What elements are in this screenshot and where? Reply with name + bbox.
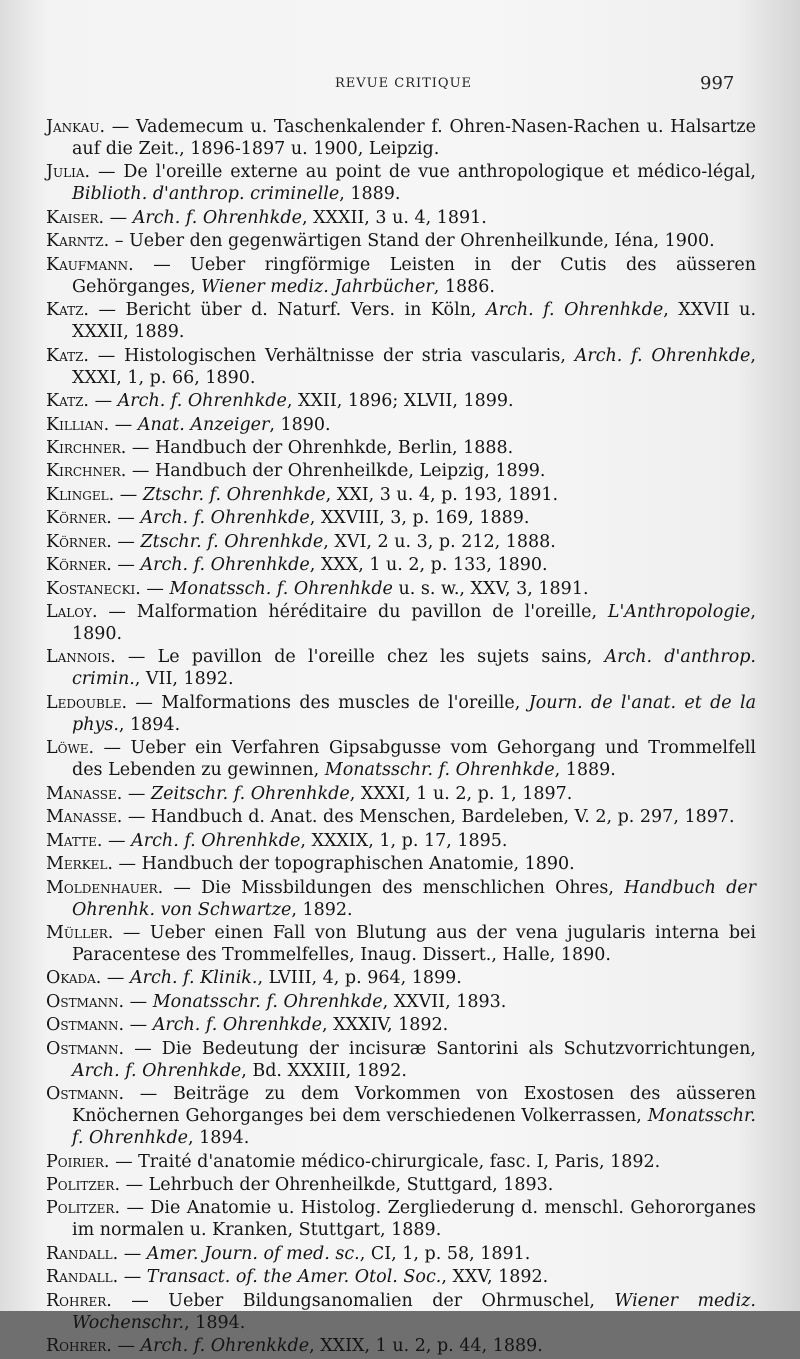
entry-text: , 1890. — [269, 414, 331, 435]
entry-text: — Histologischen Verhältnisse der stria vascularis, — [89, 345, 575, 366]
entry-journal-title: Arch. f. Ohrenhkde — [140, 508, 310, 529]
entry-author: Politzer. — [46, 1198, 121, 1219]
entry-text: — — [140, 578, 170, 599]
entry-text: — Ueber Bildungsanomalien der Ohrmuschel, — [111, 1290, 615, 1311]
entry-text: , XXXII, 3 u. 4, 1891. — [301, 207, 487, 228]
bibliography-entry — [46, 390, 756, 412]
bibliography-entry — [46, 991, 756, 1013]
bibliography-entry — [46, 1083, 756, 1149]
bibliography-entry — [46, 1151, 756, 1173]
bibliography-entry — [46, 414, 756, 436]
entry-text: – Ueber den gegenwärtigen Stand der Ohrenheilkunde, Iéna, 1900. — [109, 231, 715, 252]
entry-author: Manasse. — [46, 807, 123, 828]
entry-text: — — [118, 1267, 147, 1288]
entry-author: Manasse. — [46, 783, 123, 804]
entry-author: Katz. — [46, 300, 89, 321]
entry-journal-title: Amer. Journ. of med. sc. — [146, 1243, 360, 1264]
entry-journal-title: Handbuch der Ohrenhk. von Schwartze — [72, 877, 756, 920]
entry-text: — — [124, 1015, 153, 1036]
entry-author: Rohrer. — [46, 1336, 112, 1357]
bibliography-entry — [46, 646, 756, 690]
entry-text: — Bericht über d. Naturf. Vers. in Köln, — [89, 300, 487, 321]
entry-text: , 1892. — [291, 899, 353, 920]
bibliography-entry — [46, 830, 756, 852]
entry-text: , XXVII u. XXXII, 1889. — [72, 300, 757, 343]
entry-text: — — [118, 1243, 147, 1264]
entry-text: — — [122, 783, 151, 804]
entry-text: — De l'oreille externe au point de vue anthropologique et médico-légal, — [90, 162, 756, 183]
bibliography-entry — [46, 922, 756, 966]
entry-author: Klingel. — [46, 484, 115, 505]
entry-author: Kostanecki. — [46, 578, 141, 599]
entry-text: — — [111, 1336, 141, 1357]
entry-text: — Ueber ringförmige Leisten in der Cutis des aüsseren Gehörganges, — [72, 254, 756, 297]
entry-author: Randall. — [46, 1267, 119, 1288]
bibliography-entry — [46, 345, 756, 389]
entry-text: — — [109, 414, 138, 435]
bibliography-entry — [46, 806, 756, 828]
entry-text: — — [124, 991, 153, 1012]
bibliography-entry — [46, 578, 756, 600]
bibliography-entry — [46, 484, 756, 506]
bibliography-entry — [46, 1014, 756, 1036]
entry-journal-title: Monatsschr. f. Ohrenhkde — [324, 760, 555, 781]
entry-text: — Handbuch der topographischen Anatomie, 1890. — [112, 854, 575, 875]
entry-author: Politzer. — [46, 1175, 121, 1195]
entry-journal-title: Wiener mediz. Jahrbücher — [201, 276, 434, 297]
entry-text: — — [89, 391, 118, 412]
entry-journal-title: Transact. of. the Amer. Otol. Soc. — [146, 1267, 442, 1288]
entry-author: Poirier. — [46, 1151, 110, 1172]
entry-author: Matte. — [46, 830, 103, 851]
entry-author: Körner. — [46, 531, 112, 552]
bibliography-entry — [46, 230, 756, 252]
bibliography-entry — [46, 853, 756, 875]
entry-text: — Handbuch der Ohrenhkde, Berlin, 1888. — [126, 437, 514, 458]
entry-text: , LVIII, 4, p. 964, 1899. — [257, 968, 462, 989]
entry-author: Katz. — [46, 391, 89, 412]
entry-text: — Traité d'anatomie médico-chirurgicale, fasc. I, Paris, 1892. — [109, 1151, 661, 1172]
entry-journal-title: Arch. f. Ohrenhkde — [152, 1015, 322, 1036]
running-title: REVUE CRITIQUE — [335, 76, 473, 91]
entry-text: , XXII, 1896; XLVII, 1899. — [286, 391, 514, 412]
entry-text: , XXV, 1892. — [441, 1267, 549, 1288]
entry-author: Körner. — [46, 555, 112, 576]
bibliography-entry — [46, 207, 756, 229]
entry-text: — Handbuch der Ohrenheilkde, Leipzig, 1899. — [126, 461, 546, 482]
entry-text: — — [104, 207, 133, 228]
entry-text: — — [111, 531, 141, 552]
entry-journal-title: Arch. f. Klinik. — [129, 968, 258, 989]
entry-text: , 1894. — [188, 1128, 250, 1149]
entry-journal-title: Zeitschr. f. Ohrenhkde — [150, 783, 350, 804]
entry-text: , VII, 1892. — [134, 669, 234, 690]
entry-text: , XXVIII, 3, p. 169, 1889. — [309, 508, 530, 529]
bibliography-entry — [46, 437, 756, 459]
entry-text: , XXIX, 1 u. 2, p. 44, 1889. — [309, 1336, 543, 1357]
bibliography-entry — [46, 507, 756, 529]
bibliography-entry — [46, 1038, 756, 1082]
entry-text: , XXXI, 1 u. 2, p. 1, 1897. — [349, 783, 573, 804]
bibliography-entry — [46, 554, 756, 576]
bibliography-entry — [46, 1197, 756, 1241]
entry-text: — — [102, 830, 132, 851]
entry-journal-title: Ztschr. f. Ohrenhkde — [140, 531, 324, 552]
entry-text: , 1889. — [554, 760, 616, 781]
entry-text: — Die Anatomie u. Histolog. Zergliederung d. menschl. Gehororganes im normalen u. Kranken, Stuttgart, 1889. — [72, 1198, 756, 1241]
entry-journal-title: Wiener mediz. Wochenschr. — [72, 1290, 756, 1333]
entry-text: , 1890. — [72, 602, 756, 644]
entry-text: , 1894. — [118, 714, 181, 735]
entry-journal-title: Monatsschr. f. Ohrenhkde — [72, 1106, 756, 1149]
entry-author: Löwe. — [46, 738, 95, 759]
entry-text: — Malformations des muscles de l'oreille, — [127, 692, 529, 713]
entry-author: Randall. — [46, 1243, 119, 1264]
page-header — [0, 73, 800, 96]
entry-journal-title: Biblioth. d'anthrop. criminelle — [72, 184, 340, 205]
entry-text: — — [111, 555, 141, 576]
entry-text: — — [101, 968, 130, 989]
entry-author: Kirchner. — [46, 437, 127, 458]
entry-author: Ostmann. — [46, 991, 125, 1012]
entry-text: — Lehrbuch der Ohrenheilkde, Stuttgard, 1893. — [120, 1175, 554, 1195]
entry-author: Ledouble. — [46, 692, 128, 713]
entry-journal-title: Arch. f. Ohrenkkde — [140, 1336, 310, 1357]
entry-author: Katz. — [46, 345, 89, 366]
entry-text: , 1889. — [339, 184, 401, 205]
entry-text: — Vademecum u. Taschenkalender f. Ohren-Nasen-Rachen u. Halsartze auf die Zeit., 1896-1897 u. 1900, Leipzig. — [72, 117, 756, 159]
entry-journal-title: Arch. f. Ohrenhkde — [72, 1060, 242, 1081]
entry-journal-title: Arch. f. Ohrenhkde — [574, 345, 751, 366]
bibliography-entry — [46, 692, 756, 736]
bibliography-entry — [46, 531, 756, 553]
entry-author: Okada. — [46, 968, 102, 989]
entry-author: Karntz. — [46, 231, 110, 252]
entry-author: Kaiser. — [46, 207, 105, 228]
entry-journal-title: Anat. Anzeiger — [137, 414, 270, 435]
entry-author: Jankau. — [46, 117, 106, 137]
entry-text: , XVI, 2 u. 3, p. 212, 1888. — [323, 531, 556, 552]
entry-author: Kaufmann. — [46, 254, 134, 275]
entry-text: — Ueber ein Verfahren Gipsabgusse vom Gehorgang und Trommelfell des Lebenden zu gewinnen, — [72, 738, 756, 781]
bibliography-entry — [46, 1335, 756, 1357]
bibliography-entry — [46, 299, 756, 343]
bibliography-list — [46, 116, 756, 1359]
entry-text: — Ueber einen Fall von Blutung aus der vena jugularis interna bei Paracentese des Trommelfelles, Inaug. Dissert., Halle, 1890. — [72, 922, 756, 965]
bibliography-entry — [46, 1243, 756, 1265]
entry-author: Kirchner. — [46, 461, 127, 482]
entry-text: , XXXIV, 1892. — [321, 1015, 449, 1036]
entry-author: Moldenhauer. — [46, 877, 164, 898]
entry-author: Julia. — [46, 162, 91, 183]
entry-journal-title: Arch. f. Ohrenhkde — [132, 207, 302, 228]
entry-text: , CI, 1, p. 58, 1891. — [359, 1243, 531, 1264]
entry-journal-title: Ztschr. f. Ohrenhkde — [142, 484, 326, 505]
entry-journal-title: Arch. f. Ohrenhkde — [486, 300, 664, 321]
bibliography-entry — [46, 460, 756, 482]
entry-journal-title: Monatsschr. f. Ohrenhkde — [152, 991, 383, 1012]
bibliography-entry — [46, 161, 756, 205]
entry-author: Lannois. — [46, 647, 116, 668]
bibliography-entry — [46, 1290, 756, 1334]
entry-author: Ostmann. — [46, 1084, 125, 1105]
entry-journal-title: L'Anthropologie — [607, 602, 751, 622]
entry-text: u. s. w., XXV, 3, 1891. — [392, 578, 589, 599]
entry-author: Rohrer. — [46, 1290, 112, 1311]
entry-text: , XXI, 3 u. 4, p. 193, 1891. — [325, 484, 559, 505]
entry-journal-title: Arch. f. Ohrenhkde — [131, 830, 301, 851]
bibliography-entry — [46, 116, 756, 160]
entry-text: , 1894. — [184, 1312, 246, 1333]
bibliography-entry — [46, 967, 756, 989]
entry-author: Ostmann. — [46, 1038, 125, 1059]
entry-text: , XXVII, 1893. — [382, 991, 507, 1012]
bibliography-entry — [46, 737, 756, 781]
entry-text: — — [111, 508, 141, 529]
bibliography-entry — [46, 254, 756, 298]
entry-text: , Bd. XXXIII, 1892. — [241, 1060, 407, 1081]
entry-text: — Malformation héréditaire du pavillon de l'oreille, — [97, 602, 608, 622]
entry-text: — — [114, 484, 143, 505]
bibliography-entry — [46, 1174, 756, 1196]
entry-text: , 1886. — [433, 276, 495, 297]
bibliography-entry — [46, 1266, 756, 1288]
entry-text: , XXX, 1 u. 2, p. 133, 1890. — [309, 555, 548, 576]
entry-journal-title: Journ. de l'anat. et de la phys. — [72, 692, 757, 735]
bibliography-entry — [46, 783, 756, 805]
entry-author: Ostmann. — [46, 1015, 125, 1036]
entry-author: Killian. — [46, 414, 110, 435]
entry-journal-title: Monatssch. f. Ohrenhkde — [169, 578, 393, 599]
entry-text: — Le pavillon de l'oreille chez les sujets sains, — [115, 647, 605, 668]
entry-text: — Handbuch d. Anat. des Menschen, Bardeleben, V. 2, p. 297, 1897. — [122, 807, 735, 828]
bibliography-entry — [46, 601, 756, 645]
entry-journal-title: Arch. f. Ohrenhkde — [140, 555, 310, 576]
entry-author: Müller. — [46, 922, 114, 943]
entry-text: , XXXIX, 1, p. 17, 1895. — [300, 830, 508, 851]
page-number: 997 — [700, 73, 735, 94]
entry-text: — Die Missbildungen des menschlichen Ohres, — [163, 877, 625, 898]
entry-text: — Die Bedeutung der incisuræ Santorini als Schutzvorrichtungen, — [124, 1038, 756, 1059]
entry-text: , XXXI, 1, p. 66, 1890. — [72, 345, 756, 388]
entry-author: Merkel. — [46, 854, 113, 875]
entry-text: — Beiträge zu dem Vorkommen von Exostosen des aüsseren Knöchernen Gehorganges bei dem verschiedenen Volkerrassen, — [72, 1084, 756, 1127]
entry-author: Laloy. — [46, 602, 98, 622]
entry-journal-title: Arch. d'anthrop. crimin. — [72, 647, 756, 690]
entry-journal-title: Arch. f. Ohrenhkde — [117, 391, 287, 412]
entry-author: Körner. — [46, 508, 112, 529]
bibliography-entry — [46, 877, 756, 921]
